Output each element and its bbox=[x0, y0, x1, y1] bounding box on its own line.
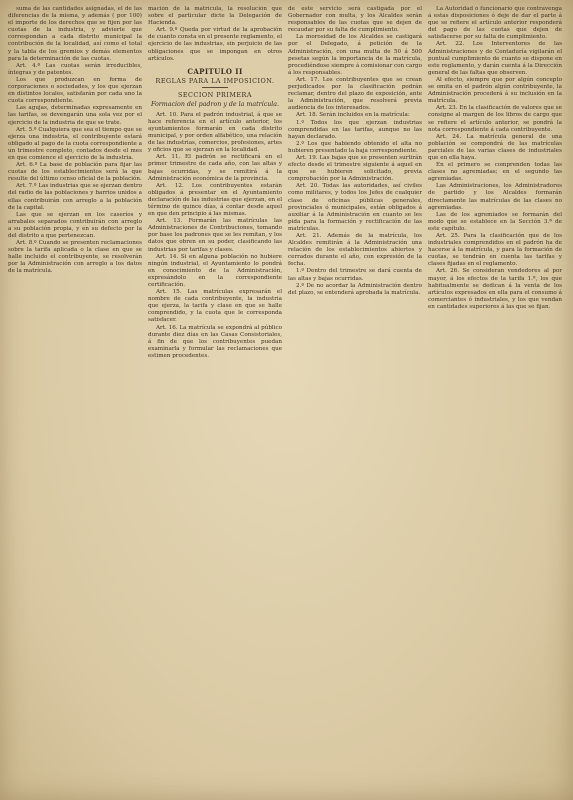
paragraph: Art. 26. Se consideran vendedores al por mayor, á los efectos de la tarifa 1.ª, los que habitualmente se dedican á la venta de los artículos expresados en ella para el consumo á comerciantes ó industriales, y los que vendan en cantidades superiores á las que se fijan. bbox=[428, 268, 562, 310]
paragraph: Art. 10. Para el padrón industrial, á que se hace referencia en el artículo anterior, los ayuntamientos formarán en cada distrito municipal, y por orden alfabético, una relación de las industrias, comercios, profesiones, artes y oficios que se ejerzan en la localidad. bbox=[148, 111, 282, 154]
paragraph: Las Administraciones, los Administradores de partido y los Alcaldes formarán directamente las matrículas de las clases no agremiadas. bbox=[428, 183, 562, 211]
paragraph: Las que se ejerzan en los caseríos y arrabales separados contribuirán con arreglo a su población propia, y en su defecto por la del distrito a que pertenezcan. bbox=[8, 211, 142, 239]
paragraph: Al efecto, siempre que por algún concepto se omita en el padrón algún contribuyente, la Administración procederá á su inclusión en la matrícula. bbox=[428, 76, 562, 105]
paragraph: Art. 19. Las bajas que se presenten surtirán efecto desde el trimestre siguiente á aquel en que se hubieren solicitado, previa comprobación por la Administración. bbox=[288, 154, 422, 183]
paragraph: Art. 9.º Queda por virtud de la aprobación de cuanto consta en el presente reglamento, el ejercicio de las industrias, sin perjuicio de las obligaciones que se impongan en otros artículos. bbox=[148, 27, 282, 62]
paragraph: Art. 23. En la clasificación de valores que se consigne al margen de los libros de cargo que se refiere el artículo anterior, se pondrá la nota correspondiente á cada contribuyente. bbox=[428, 105, 562, 133]
paragraph: Las de los agremiados se formarán del modo que se establece en la Sección 3.ª de este capítulo. bbox=[428, 211, 562, 232]
column-2 bbox=[148, 6, 282, 796]
paragraph: Los que produzcan en forma de corporaciones o sociedades, y los que ejerzan en distintos locales, satisfarán por cada uno la cuota correspondiente. bbox=[8, 76, 142, 105]
chapter-title-text: REGLAS PARA LA IMPOSICION. bbox=[155, 76, 275, 85]
paragraph: Art. 16. La matrícula se expondrá al público durante diez días en las Casas Consistoriales, á fin de que los contribuyentes puedan examinarla y formular las reclamaciones que estimen procedentes. bbox=[148, 324, 282, 359]
divider bbox=[202, 87, 228, 88]
paragraph: Art. 22. Los Interventores de las Administraciones y de Contaduría vigilarán el puntual cumplimiento de cuanto se dispone en este reglamento, y darán cuenta á la Dirección general de las faltas que observen. bbox=[428, 41, 562, 76]
column-3 bbox=[288, 6, 422, 796]
paragraph: Art. 7.º Las industrias que se ejerzan dentro del radio de las poblaciones y barrios unidos a ellas contribuirán con arreglo a la población de la capital. bbox=[8, 183, 142, 211]
chapter-title bbox=[148, 77, 282, 88]
chapter-heading: CAPITULO II bbox=[187, 66, 243, 76]
paragraph: Art. 15. Las matrículas expresarán el nombre de cada contribuyente, la industria que ejerza, la tarifa y clase en que se halle comprendido, y la cuota que le corresponda satisfacer. bbox=[148, 289, 282, 324]
paragraph: Art. 8.º Cuando se presenten reclamaciones sobre la tarifa aplicada o la clase en que se halle incluido el contribuyente, se resolverán por la Administración con arreglo a los datos de la matrícula. bbox=[8, 240, 142, 275]
paragraph: Art. 5.º Cualquiera que sea el tiempo que se ejerza una industria, el contribuyente estará obligado al pago de la cuota correspondiente a un trimestre completo, contados desde el mes en que comience el ejercicio de la industria. bbox=[8, 126, 142, 161]
paragraph: mación de la matrícula, la resolución que sobre el particular dicte la Delegación de Hacienda. bbox=[148, 6, 282, 27]
section-title: Formacion del padron y de la matrícula. bbox=[150, 100, 280, 108]
paragraph: 2.º De no acordar la Administración dentro del plazo, se entenderá aprobada la matrícula. bbox=[288, 282, 422, 296]
paragraph: Art. 25. Para la clasificación que de los industriales comprendidos en el padrón ha de hacerse á la matrícula, y para la formación de cuotas, se tendrán en cuenta las tarifas y clases fijadas en el reglamento. bbox=[428, 233, 562, 268]
paragraph: Art. 20. Todas las autoridades, así civiles como militares, y todos los Jefes de cualquier clase de oficinas públicas generales, provinciales ó municipales, están obligados á auxiliar á la Administración en cuanto se les pida para la formación y rectificación de las matrículas. bbox=[288, 183, 422, 232]
paragraph: La Autoridad ó funcionario que contravenga á estas disposiciones ó deje de dar el parte á que se refiere el artículo anterior responderá del pago de las cuotas que dejen de satisfacerse por su falta de cumplimiento. bbox=[428, 6, 562, 41]
paragraph: Art. 4.º Las cuotas serán irreducibles, íntegras y de patentes. bbox=[8, 62, 142, 76]
paragraph: La morosidad de los Alcaldes se castigará por el Delegado, á petición de la Administración, con una multa de 50 á 500 pesetas según la importancia de la matrícula, procediéndose siempre á comisionar con cargo á los responsables. bbox=[288, 34, 422, 76]
paragraph: Art. 17. Los contribuyentes que se crean perjudicados por la clasificación podrán reclamar, dentro del plazo de exposición, ante la Administración, que resolverá previa audiencia de los interesados. bbox=[288, 76, 422, 112]
paragraph: Art. 13. Formarán las matrículas las Administraciones de Contribuciones, tomando por base los padrones que se les remitan, y los datos que obren en su poder, clasificando las industrias por tarifas y clases. bbox=[148, 218, 282, 253]
paragraph: 1.º Dentro del trimestre se dará cuenta de las altas y bajas ocurridas. bbox=[288, 268, 422, 282]
paragraph: Art. 21. Además de la matrícula, los Alcaldes remitirán á la Administración una relación de los establecimientos abiertos y cerrados durante el año, con expresión de la fecha. bbox=[288, 233, 422, 268]
paragraph: suma de las cantidades asignadas, el de las diferencias de la misma, y además ( por 100) el importe de los derechos que se fijen por las cuotas de la industria, y advierte que correspondan a cada distrito municipal la contribución de la localidad, así como el total y la tabla de los gremios y demás elementos para la determinación de las cuotas. bbox=[8, 6, 142, 62]
paragraph: Art. 14. Si en alguna población no hubiere ningún industrial, el Ayuntamiento lo pondrá en conocimiento de la Administración, expresándolo en la correspondiente certificación. bbox=[148, 253, 282, 288]
column-1 bbox=[8, 6, 142, 796]
text-columns bbox=[8, 6, 565, 796]
paragraph: 1.º Todos los que ejerzan industrias comprendidas en las tarifas, aunque no las hayan declarado. bbox=[288, 119, 422, 140]
paragraph: Art. 24. La matrícula general de una población se compondrá de las matrículas parciales de las varias clases de industriales que en ella haya. bbox=[428, 133, 562, 161]
paragraph: Art. 12. Los contribuyentes estarán obligados á presentar en el Ayuntamiento declaración de las industrias que ejerzan, en el término de quince días, á contar desde aquel en que den principio á las mismas. bbox=[148, 182, 282, 218]
paragraph: 2.º Los que habiendo obtenido el alta no hubieren presentado la baja correspondiente. bbox=[288, 140, 422, 154]
paragraph: Las agujas, determinadas expresamente en las tarifas, se devengarán una sola vez por el ejercicio de la industria de que se trate. bbox=[8, 105, 142, 126]
paragraph: Art. 6.º La base de población para fijar las cuotas de los establecimientos será la que resulte del último censo oficial de la población. bbox=[8, 162, 142, 183]
paragraph: Art. 18. Serán incluidos en la matrícula: bbox=[296, 112, 410, 119]
section-heading: SECCION PRIMERA bbox=[178, 90, 252, 99]
paragraph: Art. 11. El padrón se rectificará en el primer trimestre de cada año, con las altas y bajas ocurridas, y se remitirá á la Administración económica de la provincia. bbox=[148, 154, 282, 182]
paragraph: En el primero se comprenden todas las clases no agremiadas; en el segundo las agremiadas. bbox=[428, 162, 562, 183]
paragraph: de este servicio será castigada por el Gobernador con multa, y los Alcaldes serán responsables de las cuotas que se dejen de recaudar por su falta de cumplimiento. bbox=[288, 6, 422, 34]
column-4 bbox=[428, 6, 562, 796]
